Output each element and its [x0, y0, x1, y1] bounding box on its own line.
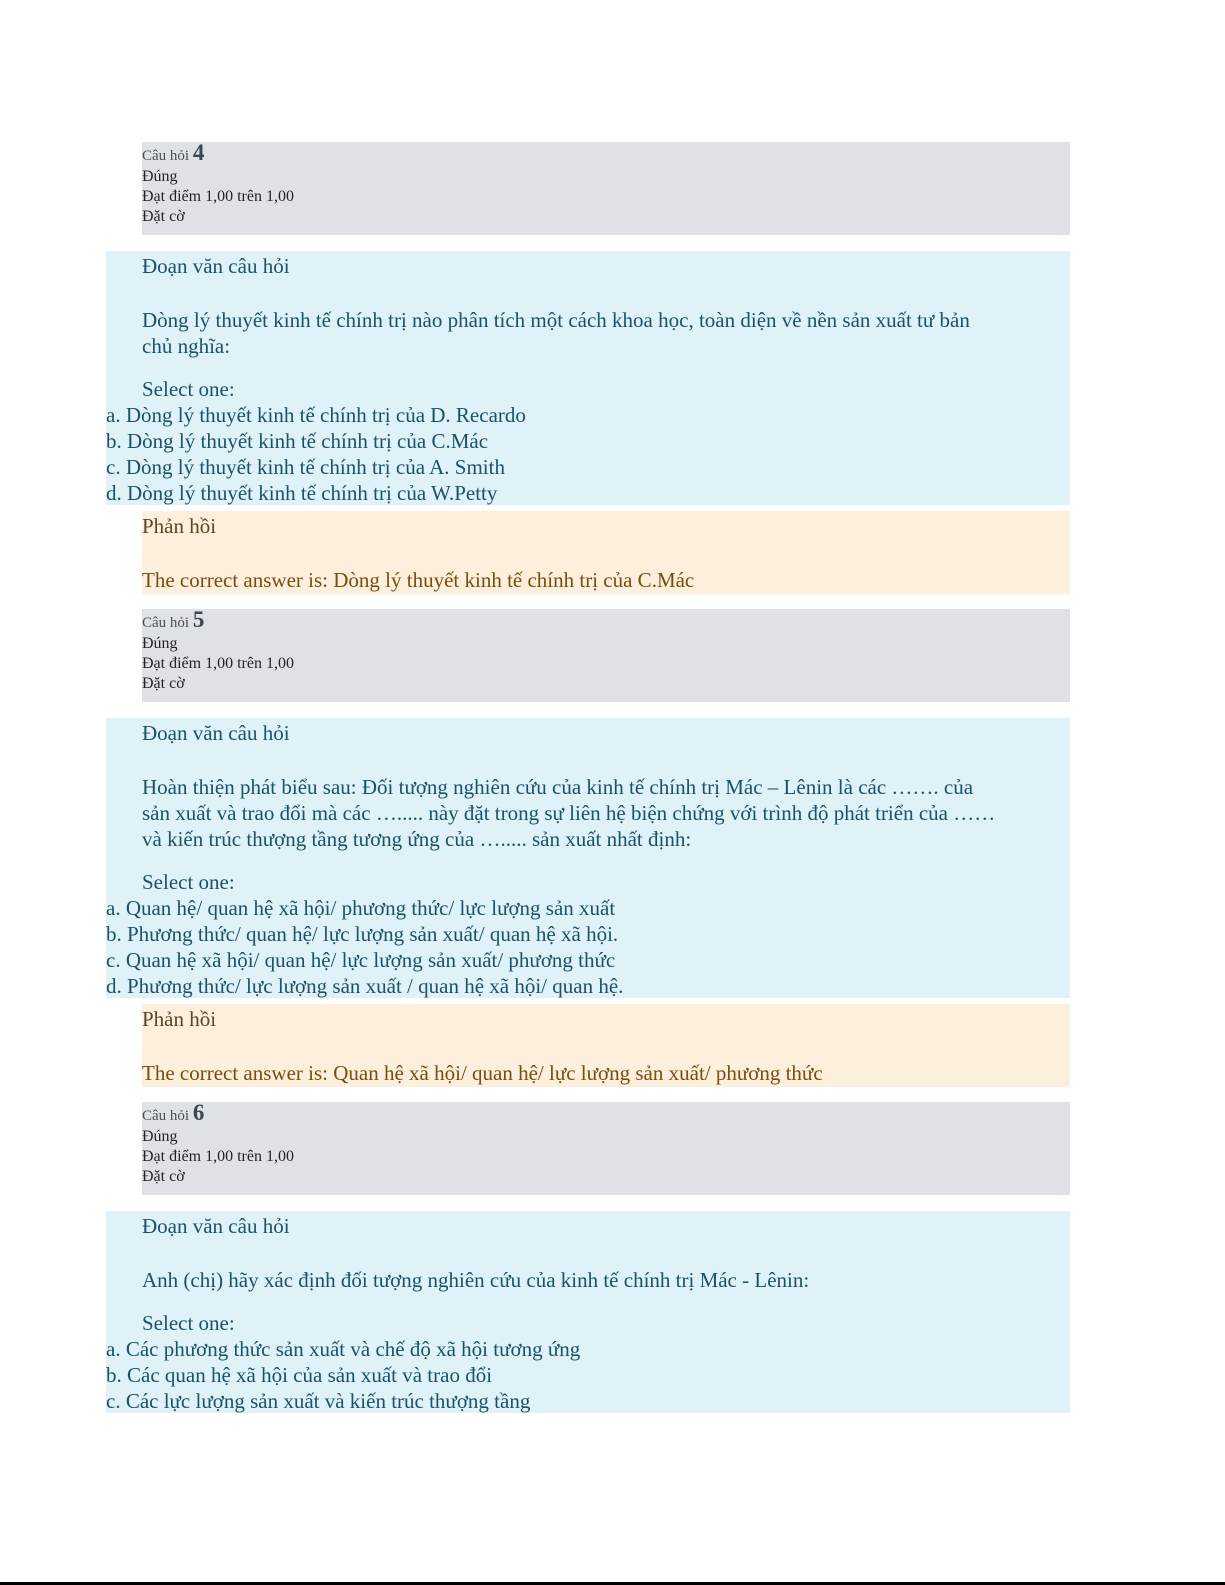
question-text-header: Đoạn văn câu hỏi [142, 1214, 290, 1238]
answer-option-b[interactable]: b. Dòng lý thuyết kinh tế chính trị của C.Mác [106, 429, 489, 453]
question-body-line: sản xuất và trao đổi mà các …..... này đặt trong sự liên hệ biện chứng với trình độ phát triển của …… [142, 801, 996, 825]
question-text-header: Đoạn văn câu hỏi [142, 721, 290, 745]
question-info-4 [142, 142, 1070, 235]
question-number: 5 [192, 607, 205, 632]
question-label: Câu hỏi [142, 148, 190, 164]
feedback-header: Phản hồi [142, 514, 217, 538]
question-status: Đúng [142, 635, 178, 652]
flag-question-link[interactable]: Đặt cờ [142, 1168, 185, 1185]
question-body-line: chủ nghĩa: [142, 334, 231, 358]
question-status: Đúng [142, 168, 178, 185]
question-body-line: Dòng lý thuyết kinh tế chính trị nào phân tích một cách khoa học, toàn diện về nền sản xuất tư bản [142, 308, 970, 332]
select-one-label: Select one: [142, 1311, 235, 1335]
question-number: 4 [192, 140, 205, 165]
question-score: Đạt điểm 1,00 trên 1,00 [142, 655, 294, 672]
question-status: Đúng [142, 1128, 178, 1145]
answer-option-d[interactable]: d. Dòng lý thuyết kinh tế chính trị của W.Petty [106, 481, 498, 505]
question-text-box-4 [106, 251, 1070, 505]
question-body-line: Anh (chị) hãy xác định đối tượng nghiên cứu của kinh tế chính trị Mác - Lênin: [142, 1268, 810, 1292]
flag-question-link[interactable]: Đặt cờ [142, 675, 185, 692]
question-body [142, 774, 1060, 852]
select-one-label: Select one: [142, 377, 235, 401]
question-body [142, 1267, 1060, 1293]
question-score: Đạt điểm 1,00 trên 1,00 [142, 1148, 294, 1165]
question-number-line [142, 142, 1070, 167]
correct-answer-text: The correct answer is: Quan hệ xã hội/ quan hệ/ lực lượng sản xuất/ phương thức [142, 1061, 823, 1085]
question-body [142, 307, 1060, 359]
question-number: 6 [192, 1100, 205, 1125]
feedback-box-5 [142, 1004, 1070, 1087]
answer-option-b[interactable]: b. Phương thức/ quan hệ/ lực lượng sản xuất/ quan hệ xã hội. [106, 922, 619, 946]
answer-option-a[interactable]: a. Quan hệ/ quan hệ xã hội/ phương thức/ lực lượng sản xuất [106, 896, 616, 920]
answer-option-c[interactable]: c. Các lực lượng sản xuất và kiến trúc thượng tầng [106, 1389, 531, 1413]
question-text-header: Đoạn văn câu hỏi [142, 254, 290, 278]
answer-option-c[interactable]: c. Quan hệ xã hội/ quan hệ/ lực lượng sản xuất/ phương thức [106, 948, 616, 972]
question-info-5 [142, 609, 1070, 702]
correct-answer-text: The correct answer is: Dòng lý thuyết kinh tế chính trị của C.Mác [142, 568, 695, 592]
question-text-box-6 [106, 1211, 1070, 1413]
question-label: Câu hỏi [142, 615, 190, 631]
answer-option-d[interactable]: d. Phương thức/ lực lượng sản xuất / quan hệ xã hội/ quan hệ. [106, 974, 624, 998]
question-label: Câu hỏi [142, 1108, 190, 1124]
feedback-box-4 [142, 511, 1070, 594]
question-text-box-5 [106, 718, 1070, 998]
answer-option-a[interactable]: a. Các phương thức sản xuất và chế độ xã hội tương ứng [106, 1337, 581, 1361]
answer-option-b[interactable]: b. Các quan hệ xã hội của sản xuất và trao đổi [106, 1363, 493, 1387]
question-body-line: Hoàn thiện phát biểu sau: Đối tượng nghiên cứu của kinh tế chính trị Mác – Lênin là các ……. của [142, 775, 974, 799]
question-info-6 [142, 1102, 1070, 1195]
question-number-line [142, 1102, 1070, 1127]
feedback-header: Phản hồi [142, 1007, 217, 1031]
question-body-line: và kiến trúc thượng tầng tương ứng của …..... sản xuất nhất định: [142, 827, 692, 851]
answer-option-a[interactable]: a. Dòng lý thuyết kinh tế chính trị của D. Recardo [106, 403, 526, 427]
flag-question-link[interactable]: Đặt cờ [142, 208, 185, 225]
select-one-label: Select one: [142, 870, 235, 894]
question-score: Đạt điểm 1,00 trên 1,00 [142, 188, 294, 205]
answer-option-c[interactable]: c. Dòng lý thuyết kinh tế chính trị của A. Smith [106, 455, 505, 479]
question-number-line [142, 609, 1070, 634]
